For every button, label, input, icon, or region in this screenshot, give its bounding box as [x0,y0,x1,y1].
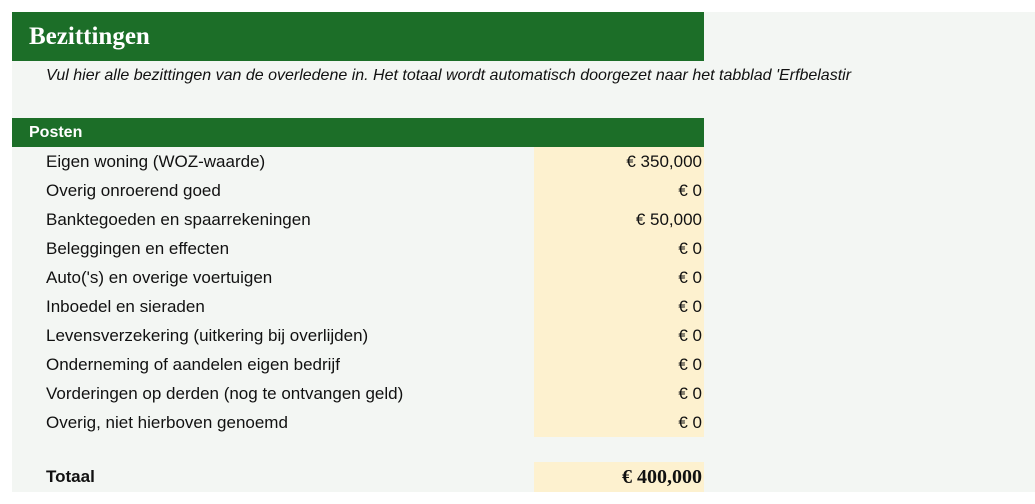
item-label: Auto('s) en overige voertuigen [46,268,273,287]
item-value-cell[interactable]: € 50,000 [534,205,704,234]
section-header: Posten [12,118,704,147]
item-value-cell[interactable]: € 0 [534,408,704,437]
item-label: Vorderingen op derden (nog te ontvangen geld) [46,384,404,403]
item-row [12,408,704,437]
item-value-cell[interactable]: € 0 [534,379,704,408]
item-row [12,205,704,234]
item-value-cell[interactable]: € 0 [534,263,704,292]
item-label: Onderneming of aandelen eigen bedrijf [46,355,340,374]
item-label: Overig, niet hierboven genoemd [46,413,288,432]
sheet-title: Bezittingen [12,12,704,61]
item-row [12,321,704,350]
item-label: Banktegoeden en spaarrekeningen [46,210,311,229]
item-value-cell[interactable]: € 0 [534,234,704,263]
item-value-cell[interactable]: € 0 [534,292,704,321]
item-value-cell[interactable]: € 0 [534,321,704,350]
total-row [12,462,704,492]
item-row [12,147,704,176]
spreadsheet [12,12,1035,492]
item-row [12,350,704,379]
item-value-cell[interactable]: € 350,000 [534,147,704,176]
sheet-description: Vul hier alle bezittingen van de overledene in. Het totaal wordt automatisch doorgezet naar het tabblad 'Erfbelastir [46,67,852,84]
item-value-cell[interactable]: € 0 [534,350,704,379]
item-label: Beleggingen en effecten [46,239,230,258]
item-label: Levensverzekering (uitkering bij overlijden) [46,326,369,345]
total-label: Totaal [46,467,95,486]
item-row [12,292,704,321]
item-value-cell[interactable]: € 0 [534,176,704,205]
item-row [12,263,704,292]
item-label: Eigen woning (WOZ-waarde) [46,152,266,171]
item-label: Overig onroerend goed [46,181,221,200]
item-label: Inboedel en sieraden [46,297,205,316]
item-row [12,379,704,408]
item-row [12,176,704,205]
total-value-cell[interactable]: € 400,000 [534,462,704,492]
item-row [12,234,704,263]
